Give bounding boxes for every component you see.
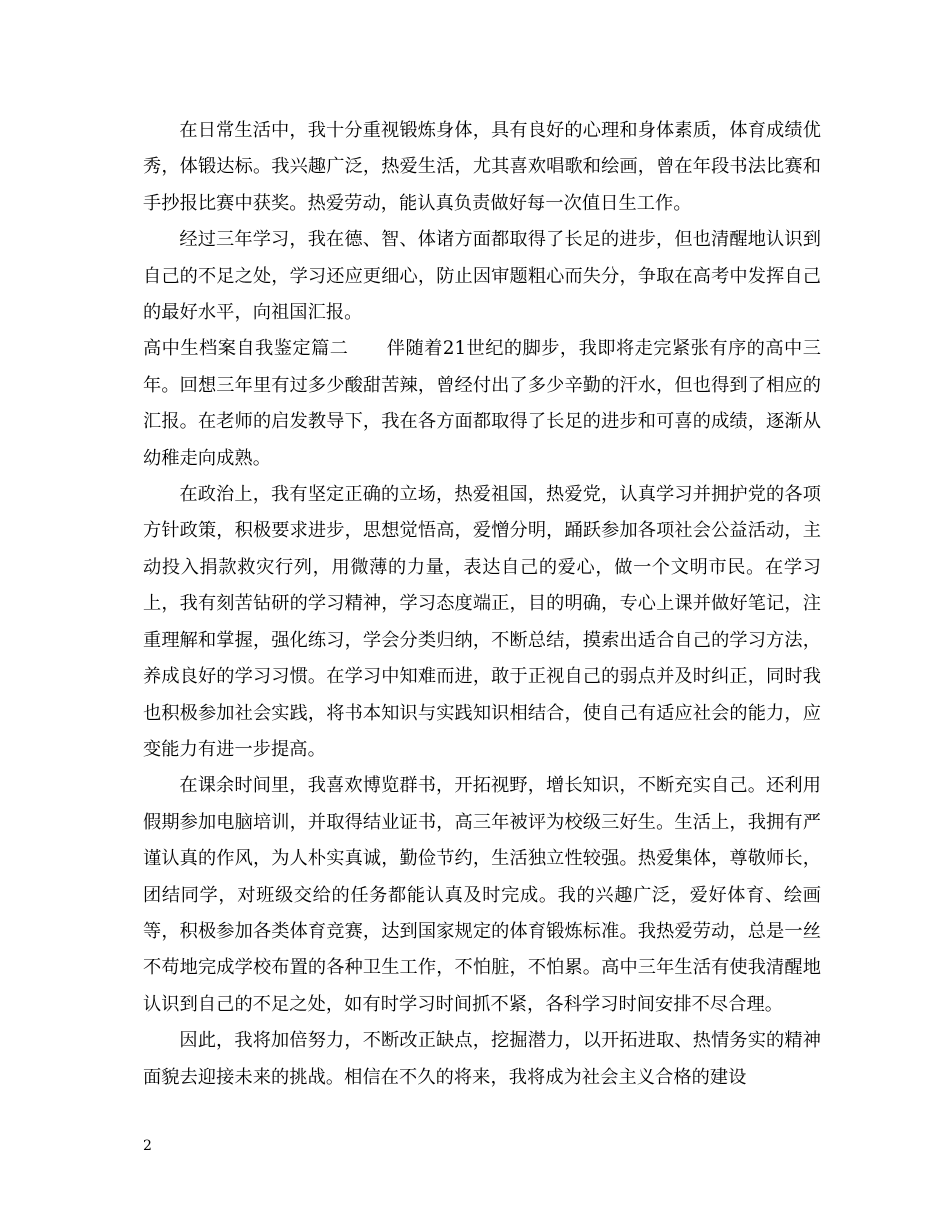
paragraph-conclusion: 因此，我将加倍努力，不断改正缺点，挖掘潜力，以开拓进取、热情务实的精神面貌去迎接未来的挑战。相信在不久的将来，我将成为社会主义合格的建设 bbox=[143, 1030, 821, 1088]
section-first-text: 伴随着21世纪的脚步，我即将走完紧张有序的高中三年。回想三年里有过多少酸甜苦辣，曾经付出了多少辛勤的汗水，但也得到了相应的汇报。在老师的启发教导下，我在各方面都取得了长足的进步和可喜的成绩，逐渐从幼稚走向成熟。 bbox=[143, 338, 821, 469]
page-number: 2 bbox=[143, 1138, 152, 1154]
paragraph-spare-time: 在课余时间里，我喜欢博览群书，开拓视野，增长知识，不断充实自己。还利用假期参加电脑培训，并取得结业证书，高三年被评为校级三好生。生活上，我拥有严谨认真的作风，为人朴实真诚，勤俭节约，生活独立性较强。热爱集体，尊敬师长，团结同学，对班级交给的任务都能认真及时完成。我的兴趣广泛，爱好体育、绘画等，积极参加各类体育竞赛，达到国家规定的体育锻炼标准。我热爱劳动，总是一丝不苟地完成学校布置的各种卫生工作，不怕脏，不怕累。高中三年生活有使我清醒地认识到自己的不足之处，如有时学习时间抓不紧，各科学习时间安排不尽合理。 bbox=[143, 775, 821, 1015]
section-heading: 高中生档案自我鉴定篇二 bbox=[143, 338, 349, 360]
paragraph-section-two bbox=[143, 331, 821, 477]
paragraph-three-years-study: 经过三年学习，我在德、智、体诸方面都取得了长足的进步，但也清醒地认识到自己的不足之处，学习还应更细心，防止因审题粗心而失分，争取在高考中发挥自己的最好水平，向祖国汇报。 bbox=[143, 229, 821, 324]
document-body bbox=[143, 113, 821, 1096]
paragraph-daily-life: 在日常生活中，我十分重视锻炼身体，具有良好的心理和身体素质，体育成绩优秀，体锻达标。我兴趣广泛，热爱生活，尤其喜欢唱歌和绘画，曾在年段书法比赛和手抄报比赛中获奖。热爱劳动，能认真负责做好每一次值日生工作。 bbox=[143, 120, 821, 214]
paragraph-politics-study: 在政治上，我有坚定正确的立场，热爱祖国，热爱党，认真学习并拥护党的各项方针政策，积极要求进步，思想觉悟高，爱憎分明，踊跃参加各项社会公益活动，主动投入捐款救灾行列，用微薄的力量，表达自己的爱心，做一个文明市民。在学习上，我有刻苦钻研的学习精神，学习态度端正，目的明确，专心上课并做好笔记，注重理解和掌握，强化练习，学会分类归纳，不断总结，摸索出适合自己的学习方法，养成良好的学习习惯。在学习中知难而进，敢于正视自己的弱点并及时纠正，同时我也积极参加社会实践，将书本知识与实践知识相结合，使自己有适应社会的能力，应变能力有进一步提高。 bbox=[143, 484, 821, 760]
